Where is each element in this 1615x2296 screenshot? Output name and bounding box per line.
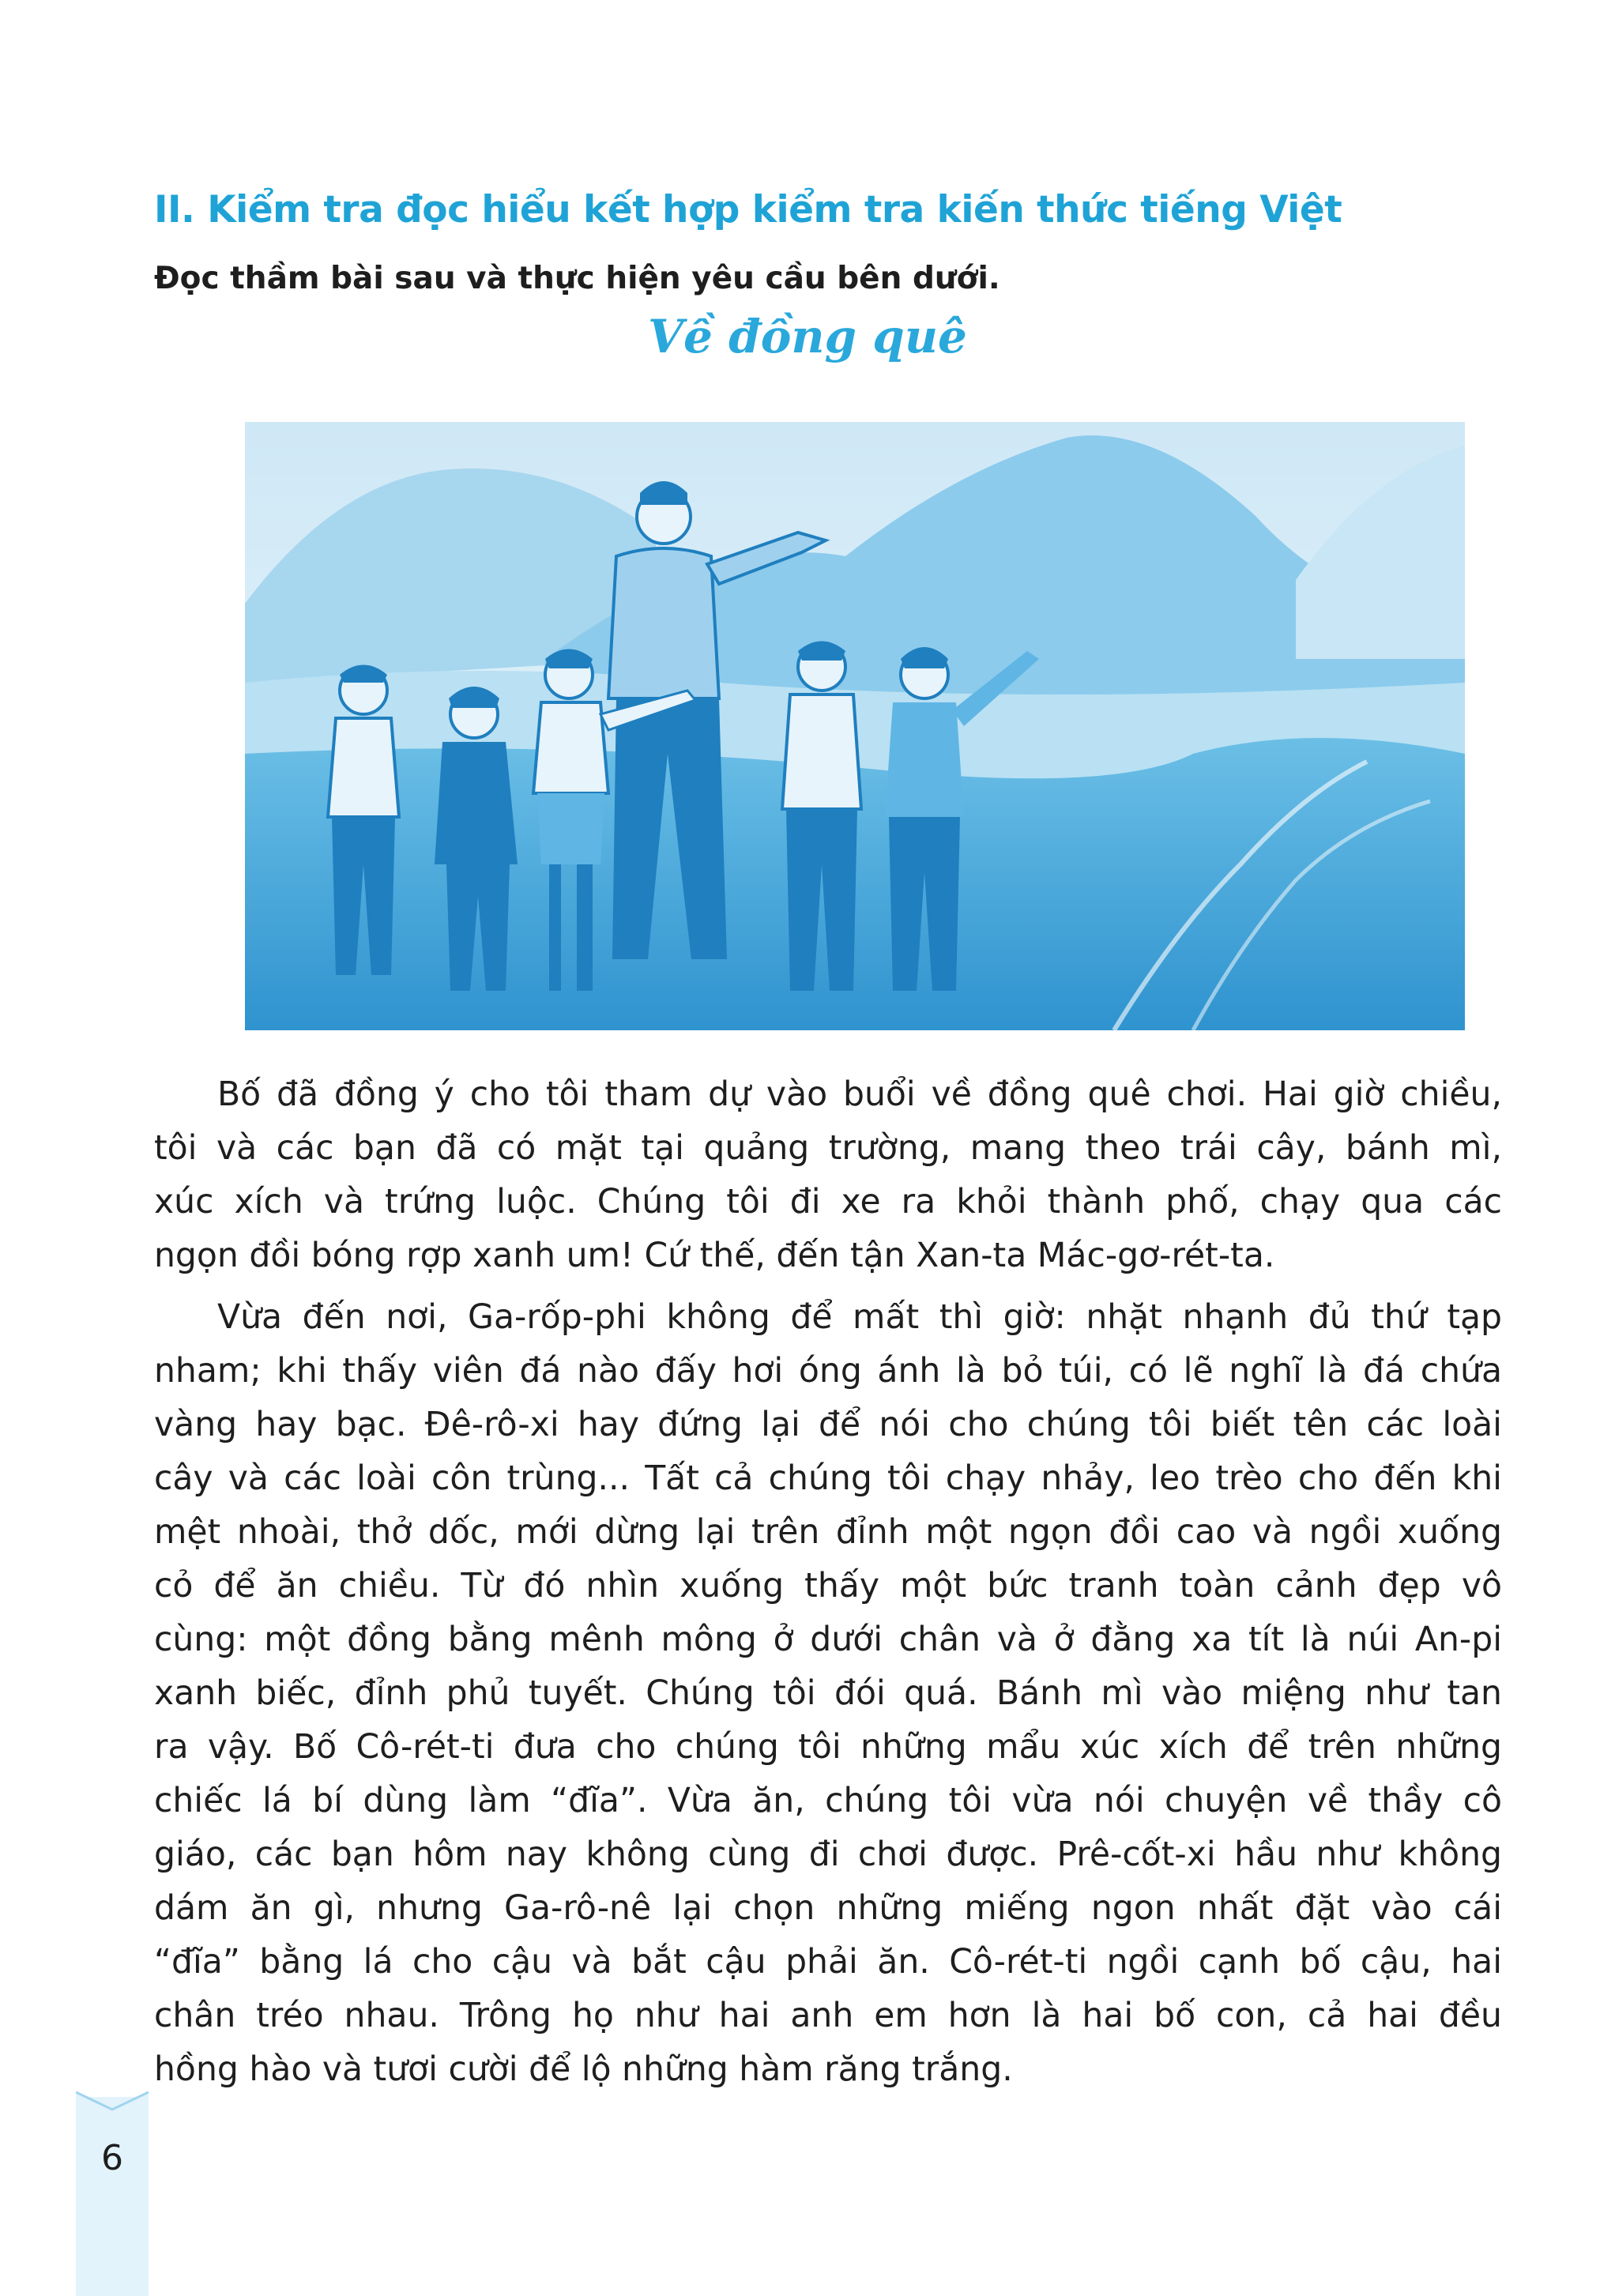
text-line: chiếc lá bí dùng làm “đĩa”. Vừa ăn, chúng tôi vừa nói chuyện về thầy cô [154, 1782, 1502, 1820]
text-line: Vừa đến nơi, Ga-rốp-phi không để mất thì giờ: nhặt nhạnh đủ thứ tạp [217, 1298, 1502, 1337]
instruction-text: Đọc thầm bài sau và thực hiện yêu cầu bên dưới. [154, 261, 1000, 296]
text-line: dám ăn gì, nhưng Ga-rô-nê lại chọn những miếng ngon nhất đặt vào cái [154, 1889, 1502, 1928]
page-tab [76, 2097, 149, 2296]
text-line: vàng hay bạc. Đê-rô-xi hay đứng lại để nói cho chúng tôi biết tên các loài [154, 1406, 1502, 1444]
story-paragraph [154, 1291, 1502, 2097]
text-line: ra vậy. Bố Cô-rét-ti đưa cho chúng tôi những mẩu xúc xích để trên những [154, 1728, 1502, 1767]
page-number: 6 [101, 2138, 123, 2178]
text-line: ngọn đồi bóng rợp xanh um! Cứ thế, đến tận Xan-ta Mác-gơ-rét-ta. [154, 1236, 1275, 1275]
text-line: giáo, các bạn hôm nay không cùng đi chơi được. Prê-cốt-xi hầu như không [154, 1835, 1502, 1874]
text-line: xanh biếc, đỉnh phủ tuyết. Chúng tôi đói quá. Bánh mì vào miệng như tan [154, 1674, 1502, 1713]
text-line: “đĩa” bằng lá cho cậu và bắt cậu phải ăn. Cô-rét-ti ngồi cạnh bố cậu, hai [154, 1943, 1502, 1982]
story-paragraph [154, 1068, 1502, 1283]
text-line: nham; khi thấy viên đá nào đấy hơi óng ánh là bỏ túi, có lẽ nghĩ là đá chứa [154, 1352, 1502, 1391]
page-tab-notch [76, 2084, 149, 2116]
text-line: cây và các loài côn trùng... Tất cả chúng tôi chạy nhảy, leo trèo cho đến khi [154, 1459, 1502, 1498]
story-body [154, 1068, 1502, 2105]
text-line: chân tréo nhau. Trông họ như hai anh em hơn là hai bố con, cả hai đều [154, 1997, 1502, 2035]
text-line: tôi và các bạn đã có mặt tại quảng trường, mang theo trái cây, bánh mì, [154, 1129, 1502, 1168]
text-line: xúc xích và trứng luộc. Chúng tôi đi xe ra khỏi thành phố, chạy qua các [154, 1183, 1502, 1221]
text-line: mệt nhoài, thở dốc, mới dừng lại trên đỉnh một ngọn đồi cao và ngồi xuống [154, 1513, 1502, 1552]
text-line: cỏ để ăn chiều. Từ đó nhìn xuống thấy một bức tranh toàn cảnh đẹp vô [154, 1567, 1502, 1605]
text-line: hồng hào và tươi cười để lộ những hàm răng trắng. [154, 2050, 1013, 2089]
story-title: Về đồng quê [648, 310, 967, 363]
story-illustration [245, 422, 1465, 1030]
text-line: cùng: một đồng bằng mênh mông ở dưới chân và ở đằng xa tít là núi An-pi [154, 1620, 1502, 1659]
text-line: Bố đã đồng ý cho tôi tham dự vào buổi về đồng quê chơi. Hai giờ chiều, [217, 1075, 1502, 1114]
section-heading: II. Kiểm tra đọc hiểu kết hợp kiểm tra kiến thức tiếng Việt [154, 188, 1342, 231]
